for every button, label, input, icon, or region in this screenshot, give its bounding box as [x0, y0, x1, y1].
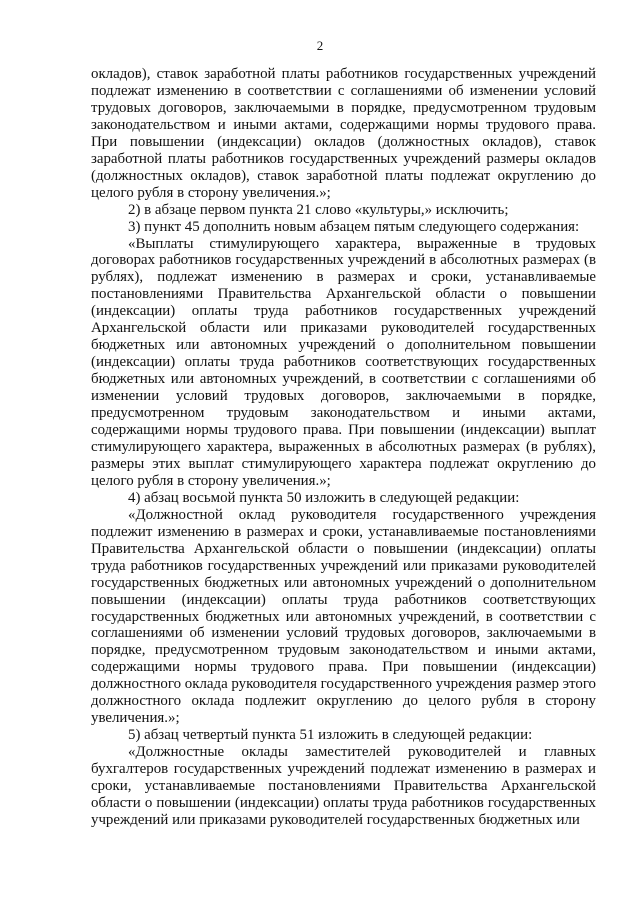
- paragraph-quote-2: «Должностной оклад руководителя государственного учреждения подлежит изменению в размерах и сроки, устанавливаемые постановлениями Правительства Архангельской области о повышении (индексации) оплаты труда работников государственных учреждений или приказами руководителей государственных бюджетных или автономных учреждений о дополнительном повышении (индексации) оплаты труда работников соответствующих государственных бюджетных или автономных учреждений, в соответствии с соглашениями об изменении условий трудовых договоров, заключаемыми в порядке, предусмотренном трудовым законодательством и иными актами, содержащими нормы трудового права. При повышении (индексации) должностного оклада руководителя государственного учреждения размер этого должностного оклада подлежит округлению до целого рубля в сторону увеличения.»;: [91, 506, 596, 727]
- paragraph-item-4: 4) абзац восьмой пункта 50 изложить в следующей редакции:: [128, 489, 520, 506]
- paragraph-item-2: 2) в абзаце первом пункта 21 слово «культуры,» исключить;: [128, 201, 509, 218]
- paragraph-continuation: окладов), ставок заработной платы работников государственных учреждений подлежат изменению в соответствии с соглашениями об изменении условий трудовых договоров, заключаемыми в порядке, предусмотренном трудовым законодательством и иными актами, содержащими нормы трудового права. При повышении (индексации) окладов (должностных окладов), ставок заработной платы работников государственных учреждений размеры окладов (должностных окладов), ставок заработной платы подлежат округлению до целого рубля в сторону увеличения.»;: [91, 66, 596, 201]
- page-number: 2: [316, 38, 324, 53]
- paragraph-item-3: 3) пункт 45 дополнить новым абзацем пятым следующего содержания:: [128, 218, 580, 235]
- paragraph-quote-1: «Выплаты стимулирующего характера, выраженные в трудовых договорах работников государственных учреждений в абсолютных размерах (в рублях), подлежат изменению в размерах и сроки, устанавливаемые постановлениями Правительства Архангельской области о повышении (индексации) оплаты труда работников государственных учреждений Архангельской области или приказами руководителей государственных бюджетных или автономных учреждений о дополнительном повышении (индексации) оплаты труда работников соответствующих государственных бюджетных или автономных учреждений, в соответствии с соглашениями об изменении условий трудовых договоров, заключаемыми в порядке, предусмотренном трудовым законодательством и иными актами, содержащими нормы трудового права. При повышении (индексации) выплат стимулирующего характера, выраженных в абсолютных размерах (в рублях), размеры этих выплат стимулирующего характера подлежат округлению до целого рубля в сторону увеличения.»;: [91, 235, 596, 489]
- document-body: [91, 66, 596, 829]
- paragraph-quote-3: «Должностные оклады заместителей руководителей и главных бухгалтеров государственных учреждений подлежат изменению в размерах и сроки, устанавливаемые постановлениями Правительства Архангельской области о повышении (индексации) оплаты труда работников государственных учреждений или приказами руководителей государственных бюджетных или: [91, 744, 596, 828]
- paragraph-item-5: 5) абзац четвертый пункта 51 изложить в следующей редакции:: [128, 727, 533, 744]
